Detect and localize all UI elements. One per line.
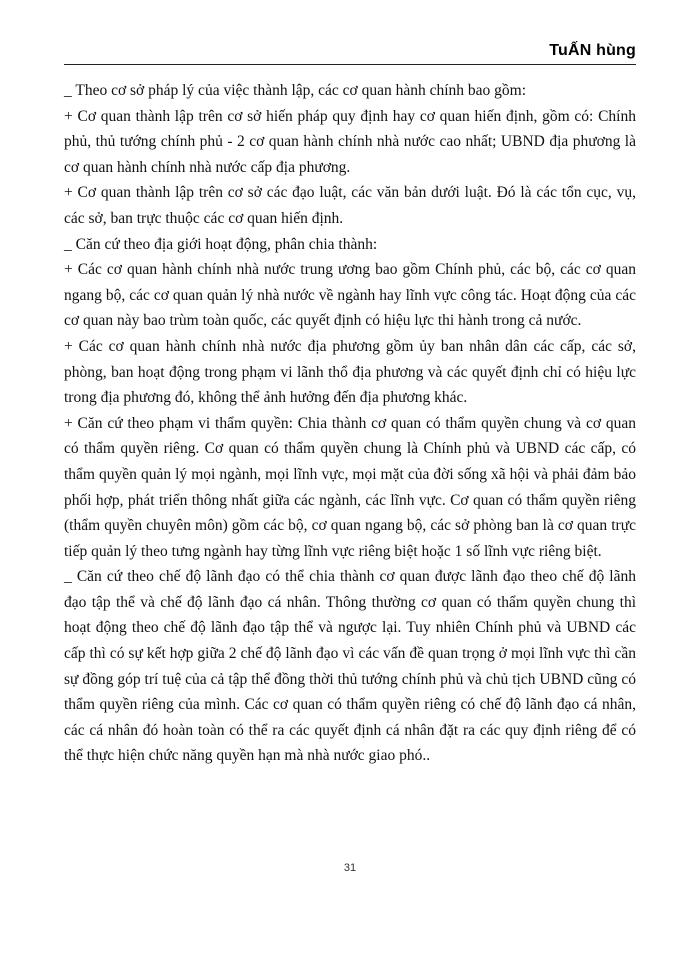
page-number: 31 [343, 862, 357, 874]
paragraph: + Các cơ quan hành chính nhà nước địa phương gồm ủy ban nhân dân các cấp, các sở, phòng, ban hoạt động trong phạm vi lãnh thổ địa phương và các quyết định chỉ có hiệu lực trong địa phương đó, không thể ảnh hưởng đến địa phương khác. [64, 337, 636, 407]
paragraph: + Cơ quan thành lập trên cơ sở các đạo luật, các văn bản dưới luật. Đó là các tổn cục, vụ, các sở, ban trực thuộc các cơ quan hiến định. [64, 184, 636, 227]
paragraph: _ Theo cơ sở pháp lý của việc thành lập, các cơ quan hành chính bao gồm: [64, 82, 527, 99]
paragraph: + Cơ quan thành lập trên cơ sở hiến pháp quy định hay cơ quan hiến định, gồm có: Chính phủ, thủ tướng chính phủ - 2 cơ quan hành chính nhà nước cao nhất; UBND địa phương là cơ quan hành chính nhà nước cấp địa phương. [64, 107, 636, 176]
paragraph: + Căn cứ theo phạm vi thẩm quyền: Chia thành cơ quan có thẩm quyền chung và cơ quan có thẩm quyền riêng. Cơ quan có thẩm quyền chung là Chính phủ và UBND các cấp, có thẩm quyền quản lý mọi ngành, mọi lĩnh vực, mọi mặt của đời sống xã hội và phải đảm bảo phối hợp, phát triển thông nhất giữa các ngành, các lĩnh vực. Cơ quan có thẩm quyền riêng (thẩm quyền chuyên môn) gồm các bộ, cơ quan ngang bộ, các sở phòng ban là cơ quan trực tiếp quản lý theo tưng ngành hay từng lĩnh vực riêng biệt hoặc 1 số lĩnh vực riêng biệt. [64, 414, 636, 560]
paragraph: _ Căn cứ theo địa giới hoạt động, phân chia thành: [64, 235, 378, 253]
paragraph: + Các cơ quan hành chính nhà nước trung ương bao gồm Chính phủ, các bộ, các cơ quan ngang bộ, các cơ quan quản lý nhà nước về ngành hay lĩnh vực công tác. Hoạt động của các cơ quan này bao trùm toàn quốc, các quyết định có hiệu lực thi hành trong cả nước. [64, 261, 636, 330]
paragraph: _ Căn cứ theo chế độ lãnh đạo có thể chia thành cơ quan được lãnh đạo theo chế độ lãnh đạo tập thể và chế độ lãnh đạo cá nhân. Thông thường cơ quan có thẩm quyền chung thì hoạt động theo chế độ lãnh đạo tập thể và ngược lại. Tuy nhiên Chính phủ và UBND các cấp thì có sự kết hợp giữa 2 chế độ lãnh đạo vì các vấn đề quan trọng ở mọi lĩnh vực thì cần sự đồng góp trí tuệ của cả tập thể đồng thời thủ tướng chính phủ và chủ tịch UBND cũng có thẩm quyền riêng của mình. Các cơ quan có thẩm quyền riêng có chế độ lãnh đạo cá nhân, các cá nhân đó hoàn toàn có thể ra các quyết định cá nhân đặt ra các quy định riêng để có thể thực hiện chức năng quyền hạn mà nhà nước giao phó.. [64, 568, 636, 765]
body-text [64, 78, 636, 769]
header-rule [64, 64, 636, 65]
header-author: TuẤN hùng [549, 42, 636, 59]
